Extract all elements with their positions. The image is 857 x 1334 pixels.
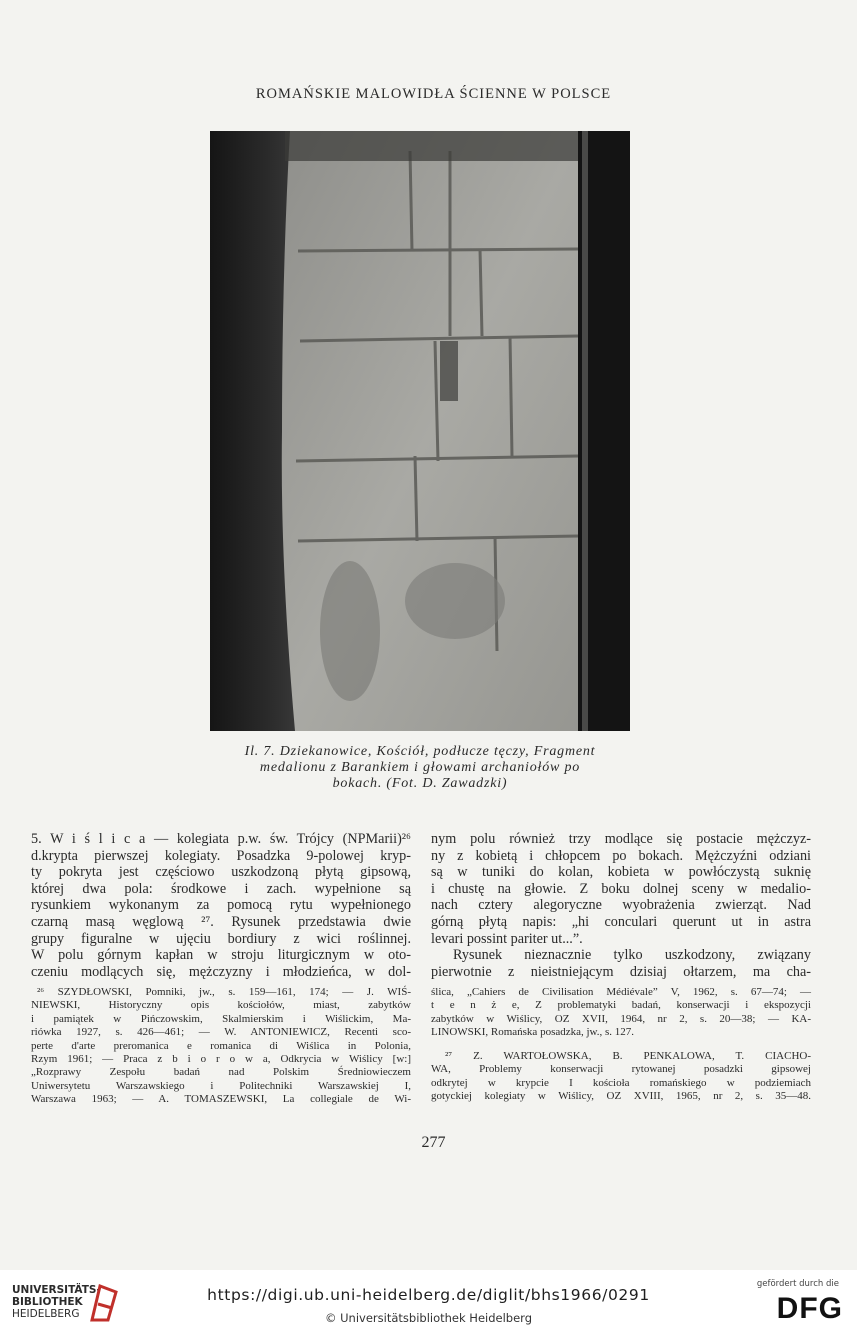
text-line: nym polu również trzy modlące się postacie mężczyz- [431,831,811,847]
copyright-notice: © Universitätsbibliothek Heidelberg [324,1311,532,1325]
footnote-line: zabytków w Wiślicy, OZ XVII, 1964, nr 2, s. 20—38; — KA- [431,1012,811,1025]
text-line: W polu górnym kapłan w stroju liturgicznym w oto- [31,947,411,964]
footnote-line: Warszawa 1963; — A. TOMASZEWSKI, La collegiale de Wi- [31,1093,411,1106]
text-line: levari possint pariter ut...”. [431,930,583,947]
footnote-line: ²⁷ Z. WARTOŁOWSKA, B. PENKALOWA, T. CIACHO- [445,1050,811,1062]
dfg-logo: DFG [776,1292,843,1325]
text-line: której dwa pola: środkowe i zach. wypełnione są [31,880,411,897]
permalink-url[interactable]: https://digi.ub.uni-heidelberg.de/diglit/bhs1966/0291 [207,1286,650,1304]
body-text-left-column [31,831,411,980]
viewer-footer [0,1270,857,1334]
text-line: Rysunek nieznacznie tylko uszkodzony, związany [453,947,811,964]
footnote-line: „Rozprawy Zespołu badań nad Polskim Średniowieczem [31,1066,411,1079]
caption-line: Il. 7. Dziekanowice, Kościół, podłucze tęczy, Fragment [244,744,596,759]
page-number: 277 [421,1134,446,1151]
footnote-line: gotyckiej kolegiaty w Wiślicy, OZ XVIII, 1965, nr 2, s. 35—48. [431,1090,811,1103]
text-line: grupy figuralne w ujęciu bordiury z wici roślinnej. [31,930,411,947]
library-line: HEIDELBERG [12,1308,80,1320]
footnote-line: t e n ż e, Z problematyki badań, konserwacji i ekspozycji [431,999,811,1012]
figure-caption [218,744,622,792]
caption-line: medalionu z Barankiem i głowami archaniołów po [259,760,581,775]
footnote-line: Uniwersytetu Warszawskiego i Politechniki Warszawskiej I, [31,1079,411,1092]
text-line: ty pokryta jest częściowo uszkodzoną płytą gipsową, [31,864,411,881]
text-line: są w tuniki do kolan, kobieta w powłóczystą suknię [431,864,811,881]
text-line: czarną masą węglową ²⁷. Rysunek przedstawia dwie [31,913,411,930]
footnote-line: LINOWSKI, Romańska posadzka, jw., s. 127. [431,1026,635,1039]
library-line: BIBLIOTHEK [12,1296,83,1308]
text-line: pierwotnie z nieistniejącym dzisiaj ołtarzem, ma cha- [431,963,811,980]
footnote-line: perte d'arte preromanica e romanica di Wiślica in Polonia, [31,1039,411,1052]
footnote-27 [431,1050,811,1104]
text-line: górną płytą napis: „hi conculari querunt ut in astra [431,913,811,930]
footnote-line: i pamiątek w Pińczowskim, Skalmierskim i Wiślickim, Ma- [31,1012,411,1025]
wall-photo-illustration [210,131,630,731]
footnote-line: NIEWSKI, Historyczny opis kościołów, miast, zabytków [31,999,411,1012]
footnote-line: ²⁶ SZYDŁOWSKI, Pomniki, jw., s. 159—161, 174; — J. WIŚ- [37,986,411,998]
body-text-right-column [431,831,811,980]
footnote-26-continued [431,986,811,1040]
footnote-line: WA, Problemy konserwacji rytowanej posadzki gipsowej [431,1063,811,1076]
caption-line: bokach. (Fot. D. Zawadzki) [332,776,508,791]
running-head: ROMAŃSKIE MALOWIDŁA ŚCIENNE W POLSCE [255,86,612,102]
text-line: rysunkiem wykonanym za pomocą rytu wypełnionego [31,897,411,914]
footnote-line: ślica, „Cahiers de Civilisation Médiévale” V, 1962, s. 67—74; — [431,986,811,998]
footnote-26 [31,986,411,1107]
footnote-line: riówka 1927, s. 426—461; — W. ANTONIEWICZ, Recenti sco- [31,1026,411,1039]
text-line: czeniu modlących się, mężczyzny i młodzieńca, w dol- [31,963,411,980]
text-line: i chustę na głowie. Z boku dolnej sceny w medalio- [431,880,811,897]
library-line: UNIVERSITÄTS- [12,1284,101,1296]
footnote-line: Rzym 1961; — Praca z b i o r o w a, Odkrycia w Wiślicy [w:] [31,1053,411,1066]
text-line: ny z kobietą i chłopcem po bokach. Mężczyźni odziani [431,847,811,864]
text-line: 5. W i ś l i c a — kolegiata p.w. św. Trójcy (NPMarii)²⁶ [31,831,411,847]
photograph-wall-fragment [210,131,630,731]
text-line: d.krypta pierwszej kolegiaty. Posadzka 9-polowej kryp- [31,847,411,864]
funding-note: gefördert durch die [756,1279,839,1289]
footnote-line: odkrytej w krypcie I kościoła romańskiego w podziemiach [431,1076,811,1089]
text-line: nach cztery alegoryczne wyobrażenia zwierząt. Nad [431,897,811,914]
